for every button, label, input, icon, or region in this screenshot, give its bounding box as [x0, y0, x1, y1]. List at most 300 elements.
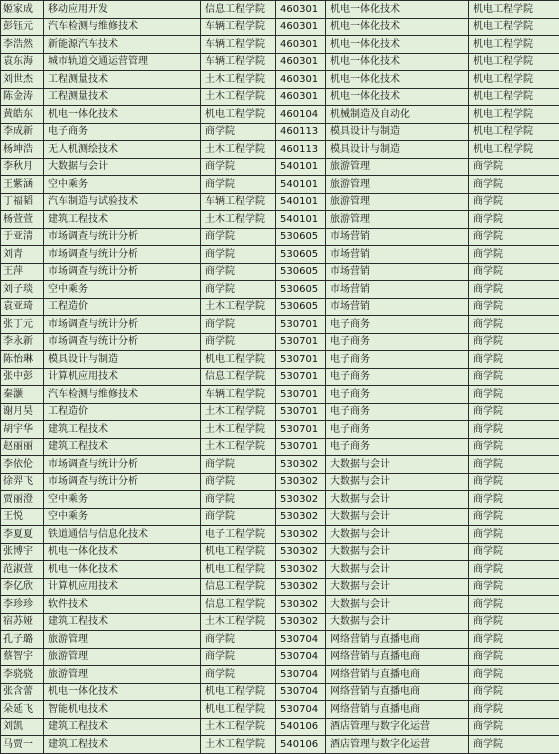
- cell-original-college[interactable]: 商学院: [201, 473, 276, 491]
- cell-new-major[interactable]: 大数据与会计: [326, 473, 469, 491]
- cell-original-major[interactable]: 铁道通信与信息化技术: [44, 526, 201, 544]
- cell-name[interactable]: 李秋月: [1, 158, 44, 176]
- cell-original-college[interactable]: 商学院: [201, 333, 276, 351]
- table-row: [1, 456, 559, 474]
- cell-new-major[interactable]: 市场营销: [326, 281, 469, 299]
- cell-major-code[interactable]: 530704: [276, 666, 326, 684]
- cell-original-major[interactable]: 市场调查与统计分析: [44, 473, 201, 491]
- cell-name[interactable]: 王紫涵: [1, 176, 44, 194]
- cell-name[interactable]: 李永新: [1, 333, 44, 351]
- cell-major-code[interactable]: 530302: [276, 596, 326, 614]
- cell-original-college[interactable]: 土木工程学院: [201, 71, 276, 89]
- cell-new-college[interactable]: 商学院: [469, 438, 559, 456]
- cell-new-college[interactable]: 机电工程学院: [469, 53, 559, 71]
- cell-major-code[interactable]: 530704: [276, 648, 326, 666]
- cell-new-major[interactable]: 网络营销与直播电商: [326, 683, 469, 701]
- cell-new-major[interactable]: 市场营销: [326, 263, 469, 281]
- cell-major-code[interactable]: 530605: [276, 298, 326, 316]
- cell-original-major[interactable]: 汽车检测与维修技术: [44, 18, 201, 36]
- cell-original-major[interactable]: 建筑工程技术: [44, 736, 201, 754]
- cell-original-college[interactable]: 机电工程学院: [201, 106, 276, 124]
- cell-new-college[interactable]: 商学院: [469, 281, 559, 299]
- cell-major-code[interactable]: 530302: [276, 508, 326, 526]
- cell-new-college[interactable]: 商学院: [469, 421, 559, 439]
- cell-original-major[interactable]: 汽车制造与试验技术: [44, 193, 201, 211]
- cell-new-major[interactable]: 旅游管理: [326, 193, 469, 211]
- cell-name[interactable]: 袁东海: [1, 53, 44, 71]
- cell-major-code[interactable]: 530701: [276, 386, 326, 404]
- cell-original-college[interactable]: 土木工程学院: [201, 613, 276, 631]
- cell-new-major[interactable]: 网络营销与直播电商: [326, 648, 469, 666]
- cell-major-code[interactable]: 530701: [276, 368, 326, 386]
- cell-original-college[interactable]: 机电工程学院: [201, 543, 276, 561]
- cell-name[interactable]: 马贾一: [1, 736, 44, 754]
- cell-original-college[interactable]: 商学院: [201, 316, 276, 334]
- cell-new-major[interactable]: 大数据与会计: [326, 561, 469, 579]
- cell-original-major[interactable]: 机电一体化技术: [44, 561, 201, 579]
- table-row: [1, 36, 559, 54]
- cell-original-major[interactable]: 旅游管理: [44, 666, 201, 684]
- cell-major-code[interactable]: 540101: [276, 211, 326, 229]
- table-row: [1, 71, 559, 89]
- cell-new-college[interactable]: 商学院: [469, 508, 559, 526]
- table-row: [1, 526, 559, 544]
- cell-major-code[interactable]: 460301: [276, 36, 326, 54]
- table-row: [1, 683, 559, 701]
- table-row: [1, 386, 559, 404]
- cell-new-college[interactable]: 机电工程学院: [469, 18, 559, 36]
- cell-original-major[interactable]: 市场调查与统计分析: [44, 246, 201, 264]
- cell-new-college[interactable]: 商学院: [469, 456, 559, 474]
- cell-original-college[interactable]: 信息工程学院: [201, 578, 276, 596]
- cell-new-college[interactable]: 商学院: [469, 333, 559, 351]
- cell-name[interactable]: 宿苏娅: [1, 613, 44, 631]
- cell-name[interactable]: 贾丽澄: [1, 491, 44, 509]
- cell-original-college[interactable]: 商学院: [201, 123, 276, 141]
- cell-original-college[interactable]: 土木工程学院: [201, 298, 276, 316]
- cell-major-code[interactable]: 540101: [276, 176, 326, 194]
- cell-original-major[interactable]: 模具设计与制造: [44, 351, 201, 369]
- cell-original-college[interactable]: 商学院: [201, 246, 276, 264]
- cell-new-college[interactable]: 商学院: [469, 316, 559, 334]
- cell-major-code[interactable]: 530605: [276, 281, 326, 299]
- cell-original-college[interactable]: 商学院: [201, 631, 276, 649]
- cell-original-college[interactable]: 商学院: [201, 456, 276, 474]
- cell-original-college[interactable]: 土木工程学院: [201, 718, 276, 736]
- cell-original-college[interactable]: 商学院: [201, 158, 276, 176]
- cell-original-college[interactable]: 土木工程学院: [201, 141, 276, 159]
- cell-major-code[interactable]: 530701: [276, 351, 326, 369]
- cell-major-code[interactable]: 540101: [276, 193, 326, 211]
- cell-new-major[interactable]: 旅游管理: [326, 211, 469, 229]
- cell-major-code[interactable]: 530302: [276, 613, 326, 631]
- table-row: [1, 351, 559, 369]
- cell-original-major[interactable]: 软件技术: [44, 596, 201, 614]
- table-row: [1, 228, 559, 246]
- cell-original-major[interactable]: 旅游管理: [44, 631, 201, 649]
- table-row: [1, 578, 559, 596]
- cell-new-college[interactable]: 机电工程学院: [469, 71, 559, 89]
- table-row: [1, 176, 559, 194]
- cell-new-college[interactable]: 商学院: [469, 526, 559, 544]
- cell-original-college[interactable]: 信息工程学院: [201, 596, 276, 614]
- table-row: [1, 141, 559, 159]
- cell-original-major[interactable]: 汽车检测与维修技术: [44, 386, 201, 404]
- cell-name[interactable]: 李成新: [1, 123, 44, 141]
- cell-name[interactable]: 王萍: [1, 263, 44, 281]
- cell-major-code[interactable]: 530701: [276, 316, 326, 334]
- table-row: [1, 403, 559, 421]
- cell-name[interactable]: 孔子璐: [1, 631, 44, 649]
- cell-original-major[interactable]: 市场调查与统计分析: [44, 333, 201, 351]
- cell-new-college[interactable]: 商学院: [469, 701, 559, 719]
- cell-new-major[interactable]: 机电一体化技术: [326, 88, 469, 106]
- cell-original-college[interactable]: 商学院: [201, 508, 276, 526]
- cell-original-major[interactable]: 城市轨道交通运营管理: [44, 53, 201, 71]
- cell-original-major[interactable]: 计算机应用技术: [44, 578, 201, 596]
- cell-new-college[interactable]: 机电工程学院: [469, 106, 559, 124]
- table-row: [1, 18, 559, 36]
- cell-new-major[interactable]: 机电一体化技术: [326, 53, 469, 71]
- cell-name[interactable]: 彭钰元: [1, 18, 44, 36]
- table-row: [1, 53, 559, 71]
- table-row: [1, 106, 559, 124]
- cell-name[interactable]: 范淑萱: [1, 561, 44, 579]
- cell-new-major[interactable]: 大数据与会计: [326, 578, 469, 596]
- cell-original-major[interactable]: 工程测量技术: [44, 71, 201, 89]
- cell-original-major[interactable]: 空中乘务: [44, 491, 201, 509]
- cell-new-major[interactable]: 大数据与会计: [326, 596, 469, 614]
- cell-original-college[interactable]: 车辆工程学院: [201, 386, 276, 404]
- cell-name[interactable]: 李依伦: [1, 456, 44, 474]
- cell-original-college[interactable]: 土木工程学院: [201, 211, 276, 229]
- cell-name[interactable]: 李夏夏: [1, 526, 44, 544]
- cell-original-major[interactable]: 新能源汽车技术: [44, 36, 201, 54]
- cell-new-major[interactable]: 大数据与会计: [326, 526, 469, 544]
- table-row: [1, 281, 559, 299]
- cell-name[interactable]: 赵丽丽: [1, 438, 44, 456]
- cell-new-college[interactable]: 商学院: [469, 648, 559, 666]
- cell-new-major[interactable]: 网络营销与直播电商: [326, 701, 469, 719]
- cell-name[interactable]: 陈怡琳: [1, 351, 44, 369]
- cell-major-code[interactable]: 530605: [276, 228, 326, 246]
- table-row: [1, 701, 559, 719]
- table-row: [1, 246, 559, 264]
- cell-new-college[interactable]: 商学院: [469, 718, 559, 736]
- cell-original-college[interactable]: 商学院: [201, 491, 276, 509]
- cell-original-major[interactable]: 建筑工程技术: [44, 613, 201, 631]
- cell-name[interactable]: 李浩然: [1, 36, 44, 54]
- cell-new-major[interactable]: 大数据与会计: [326, 456, 469, 474]
- cell-original-major[interactable]: 空中乘务: [44, 508, 201, 526]
- cell-new-major[interactable]: 电子商务: [326, 438, 469, 456]
- cell-original-major[interactable]: 智能机电技术: [44, 701, 201, 719]
- cell-new-college[interactable]: 商学院: [469, 736, 559, 754]
- table-row: [1, 368, 559, 386]
- cell-major-code[interactable]: 540106: [276, 718, 326, 736]
- cell-new-major[interactable]: 电子商务: [326, 351, 469, 369]
- cell-original-major[interactable]: 空中乘务: [44, 281, 201, 299]
- cell-original-major[interactable]: 移动应用开发: [44, 1, 201, 19]
- cell-new-major[interactable]: 机电一体化技术: [326, 1, 469, 19]
- cell-original-college[interactable]: 车辆工程学院: [201, 36, 276, 54]
- table-row: [1, 613, 559, 631]
- cell-name[interactable]: 张博宇: [1, 543, 44, 561]
- table-row: [1, 666, 559, 684]
- table-row: [1, 1, 559, 19]
- cell-new-major[interactable]: 电子商务: [326, 403, 469, 421]
- cell-new-major[interactable]: 机电一体化技术: [326, 18, 469, 36]
- cell-new-college[interactable]: 商学院: [469, 263, 559, 281]
- cell-new-major[interactable]: 电子商务: [326, 421, 469, 439]
- cell-major-code[interactable]: 540101: [276, 158, 326, 176]
- cell-original-major[interactable]: 机电一体化技术: [44, 543, 201, 561]
- cell-original-major[interactable]: 旅游管理: [44, 648, 201, 666]
- cell-original-major[interactable]: 市场调查与统计分析: [44, 316, 201, 334]
- cell-original-major[interactable]: 市场调查与统计分析: [44, 263, 201, 281]
- cell-new-college[interactable]: 商学院: [469, 666, 559, 684]
- cell-new-major[interactable]: 旅游管理: [326, 158, 469, 176]
- cell-name[interactable]: 于亚清: [1, 228, 44, 246]
- cell-new-major[interactable]: 酒店管理与数字化运营: [326, 718, 469, 736]
- cell-new-major[interactable]: 大数据与会计: [326, 491, 469, 509]
- cell-name[interactable]: 袁亚琦: [1, 298, 44, 316]
- table-body: [1, 1, 559, 754]
- cell-original-major[interactable]: 工程测量技术: [44, 88, 201, 106]
- cell-name[interactable]: 李亿欣: [1, 578, 44, 596]
- cell-major-code[interactable]: 530302: [276, 491, 326, 509]
- cell-name[interactable]: 杨坤浩: [1, 141, 44, 159]
- cell-original-major[interactable]: 建筑工程技术: [44, 421, 201, 439]
- cell-original-college[interactable]: 商学院: [201, 666, 276, 684]
- cell-new-major[interactable]: 市场营销: [326, 246, 469, 264]
- cell-new-major[interactable]: 电子商务: [326, 333, 469, 351]
- table-row: [1, 718, 559, 736]
- cell-original-college[interactable]: 商学院: [201, 648, 276, 666]
- cell-new-college[interactable]: 商学院: [469, 211, 559, 229]
- cell-name[interactable]: 陈金涛: [1, 88, 44, 106]
- cell-major-code[interactable]: 460104: [276, 106, 326, 124]
- cell-major-code[interactable]: 540106: [276, 736, 326, 754]
- table-row: [1, 88, 559, 106]
- cell-new-college[interactable]: 商学院: [469, 386, 559, 404]
- cell-new-major[interactable]: 机电一体化技术: [326, 36, 469, 54]
- cell-original-college[interactable]: 商学院: [201, 263, 276, 281]
- table-row: [1, 508, 559, 526]
- cell-original-college[interactable]: 土木工程学院: [201, 736, 276, 754]
- cell-new-major[interactable]: 大数据与会计: [326, 543, 469, 561]
- cell-original-college[interactable]: 商学院: [201, 176, 276, 194]
- cell-new-college[interactable]: 商学院: [469, 298, 559, 316]
- cell-major-code[interactable]: 460301: [276, 1, 326, 19]
- cell-name[interactable]: 李骁骁: [1, 666, 44, 684]
- table-row: [1, 158, 559, 176]
- cell-new-major[interactable]: 大数据与会计: [326, 508, 469, 526]
- cell-original-college[interactable]: 土木工程学院: [201, 421, 276, 439]
- cell-new-college[interactable]: 机电工程学院: [469, 1, 559, 19]
- cell-new-college[interactable]: 商学院: [469, 578, 559, 596]
- table-row: [1, 316, 559, 334]
- cell-name[interactable]: 谢月昊: [1, 403, 44, 421]
- cell-original-major[interactable]: 大数据与会计: [44, 158, 201, 176]
- table-row: [1, 543, 559, 561]
- cell-original-major[interactable]: 机电一体化技术: [44, 683, 201, 701]
- cell-new-major[interactable]: 旅游管理: [326, 176, 469, 194]
- cell-original-college[interactable]: 机电工程学院: [201, 683, 276, 701]
- cell-major-code[interactable]: 530701: [276, 333, 326, 351]
- cell-major-code[interactable]: 460301: [276, 18, 326, 36]
- cell-name[interactable]: 刘子琰: [1, 281, 44, 299]
- cell-name[interactable]: 李珍珍: [1, 596, 44, 614]
- cell-name[interactable]: 刘青: [1, 246, 44, 264]
- cell-original-college[interactable]: 机电工程学院: [201, 561, 276, 579]
- cell-major-code[interactable]: 530701: [276, 403, 326, 421]
- cell-original-major[interactable]: 无人机测绘技术: [44, 141, 201, 159]
- table-row: [1, 736, 559, 754]
- cell-new-major[interactable]: 市场营销: [326, 298, 469, 316]
- cell-major-code[interactable]: 530302: [276, 456, 326, 474]
- cell-new-major[interactable]: 酒店管理与数字化运营: [326, 736, 469, 754]
- cell-new-major[interactable]: 机电一体化技术: [326, 71, 469, 89]
- cell-name[interactable]: 刘凯: [1, 718, 44, 736]
- cell-original-major[interactable]: 工程造价: [44, 298, 201, 316]
- cell-original-college[interactable]: 土木工程学院: [201, 403, 276, 421]
- cell-original-college[interactable]: 机电工程学院: [201, 701, 276, 719]
- cell-original-college[interactable]: 信息工程学院: [201, 368, 276, 386]
- cell-original-major[interactable]: 建筑工程技术: [44, 718, 201, 736]
- cell-new-college[interactable]: 商学院: [469, 473, 559, 491]
- cell-original-major[interactable]: 机电一体化技术: [44, 106, 201, 124]
- cell-original-college[interactable]: 土木工程学院: [201, 88, 276, 106]
- cell-new-college[interactable]: 商学院: [469, 613, 559, 631]
- cell-new-major[interactable]: 模具设计与制造: [326, 141, 469, 159]
- cell-new-major[interactable]: 市场营销: [326, 228, 469, 246]
- cell-new-college[interactable]: 机电工程学院: [469, 123, 559, 141]
- cell-new-major[interactable]: 大数据与会计: [326, 613, 469, 631]
- cell-original-major[interactable]: 市场调查与统计分析: [44, 456, 201, 474]
- cell-name[interactable]: 朵延飞: [1, 701, 44, 719]
- table-row: [1, 491, 559, 509]
- cell-original-major[interactable]: 计算机应用技术: [44, 368, 201, 386]
- cell-new-college[interactable]: 商学院: [469, 176, 559, 194]
- cell-major-code[interactable]: 530302: [276, 561, 326, 579]
- cell-new-major[interactable]: 电子商务: [326, 386, 469, 404]
- cell-name[interactable]: 刘世杰: [1, 71, 44, 89]
- cell-major-code[interactable]: 530704: [276, 631, 326, 649]
- cell-original-college[interactable]: 机电工程学院: [201, 351, 276, 369]
- cell-new-college[interactable]: 商学院: [469, 683, 559, 701]
- cell-original-college[interactable]: 信息工程学院: [201, 1, 276, 19]
- cell-new-college[interactable]: 商学院: [469, 561, 559, 579]
- cell-major-code[interactable]: 530605: [276, 263, 326, 281]
- cell-major-code[interactable]: 530704: [276, 683, 326, 701]
- cell-original-major[interactable]: 市场调查与统计分析: [44, 228, 201, 246]
- cell-new-major[interactable]: 电子商务: [326, 316, 469, 334]
- cell-major-code[interactable]: 530302: [276, 526, 326, 544]
- table-row: [1, 211, 559, 229]
- table-row: [1, 421, 559, 439]
- cell-new-college[interactable]: 商学院: [469, 596, 559, 614]
- cell-major-code[interactable]: 460113: [276, 141, 326, 159]
- cell-major-code[interactable]: 460301: [276, 71, 326, 89]
- cell-major-code[interactable]: 460301: [276, 53, 326, 71]
- cell-original-major[interactable]: 建筑工程技术: [44, 438, 201, 456]
- cell-new-college[interactable]: 商学院: [469, 158, 559, 176]
- cell-major-code[interactable]: 460113: [276, 123, 326, 141]
- cell-new-major[interactable]: 网络营销与直播电商: [326, 666, 469, 684]
- cell-original-major[interactable]: 空中乘务: [44, 176, 201, 194]
- cell-new-college[interactable]: 机电工程学院: [469, 141, 559, 159]
- cell-new-college[interactable]: 商学院: [469, 246, 559, 264]
- cell-major-code[interactable]: 530704: [276, 701, 326, 719]
- table-row: [1, 648, 559, 666]
- cell-major-code[interactable]: 530701: [276, 421, 326, 439]
- cell-name[interactable]: 秦灏: [1, 386, 44, 404]
- cell-name[interactable]: 张中彭: [1, 368, 44, 386]
- cell-name[interactable]: 杨萱萱: [1, 211, 44, 229]
- cell-new-college[interactable]: 商学院: [469, 193, 559, 211]
- cell-name[interactable]: 胡宇华: [1, 421, 44, 439]
- cell-major-code[interactable]: 530302: [276, 578, 326, 596]
- cell-original-major[interactable]: 建筑工程技术: [44, 211, 201, 229]
- table-row: [1, 123, 559, 141]
- table-row: [1, 333, 559, 351]
- cell-original-major[interactable]: 电子商务: [44, 123, 201, 141]
- cell-new-college[interactable]: 商学院: [469, 228, 559, 246]
- cell-original-college[interactable]: 商学院: [201, 281, 276, 299]
- cell-new-college[interactable]: 商学院: [469, 543, 559, 561]
- cell-new-college[interactable]: 商学院: [469, 368, 559, 386]
- cell-new-college[interactable]: 机电工程学院: [469, 88, 559, 106]
- cell-original-major[interactable]: 工程造价: [44, 403, 201, 421]
- cell-name[interactable]: 姬家成: [1, 1, 44, 19]
- cell-major-code[interactable]: 530302: [276, 543, 326, 561]
- cell-original-college[interactable]: 车辆工程学院: [201, 193, 276, 211]
- cell-name[interactable]: 张含蕾: [1, 683, 44, 701]
- cell-new-major[interactable]: 机械制造及自动化: [326, 106, 469, 124]
- cell-new-college[interactable]: 商学院: [469, 351, 559, 369]
- cell-name[interactable]: 徐羿飞: [1, 473, 44, 491]
- cell-new-college[interactable]: 商学院: [469, 403, 559, 421]
- table-row: [1, 596, 559, 614]
- table-row: [1, 193, 559, 211]
- table-row: [1, 298, 559, 316]
- cell-new-major[interactable]: 模具设计与制造: [326, 123, 469, 141]
- cell-new-college[interactable]: 商学院: [469, 631, 559, 649]
- cell-original-college[interactable]: 车辆工程学院: [201, 53, 276, 71]
- cell-new-major[interactable]: 网络营销与直播电商: [326, 631, 469, 649]
- cell-original-college[interactable]: 车辆工程学院: [201, 18, 276, 36]
- cell-new-college[interactable]: 机电工程学院: [469, 36, 559, 54]
- cell-new-major[interactable]: 电子商务: [326, 368, 469, 386]
- table-row: [1, 631, 559, 649]
- table-row: [1, 263, 559, 281]
- cell-original-college[interactable]: 商学院: [201, 228, 276, 246]
- cell-major-code[interactable]: 530302: [276, 473, 326, 491]
- table-row: [1, 561, 559, 579]
- cell-major-code[interactable]: 460301: [276, 88, 326, 106]
- cell-name[interactable]: 王悦: [1, 508, 44, 526]
- cell-major-code[interactable]: 530701: [276, 438, 326, 456]
- cell-original-college[interactable]: 电子工程学院: [201, 526, 276, 544]
- cell-name[interactable]: 蔡智宇: [1, 648, 44, 666]
- cell-name[interactable]: 张丁元: [1, 316, 44, 334]
- cell-major-code[interactable]: 530605: [276, 246, 326, 264]
- cell-new-college[interactable]: 商学院: [469, 491, 559, 509]
- cell-name[interactable]: 黄皓东: [1, 106, 44, 124]
- cell-original-college[interactable]: 土木工程学院: [201, 438, 276, 456]
- cell-name[interactable]: 丁福韬: [1, 193, 44, 211]
